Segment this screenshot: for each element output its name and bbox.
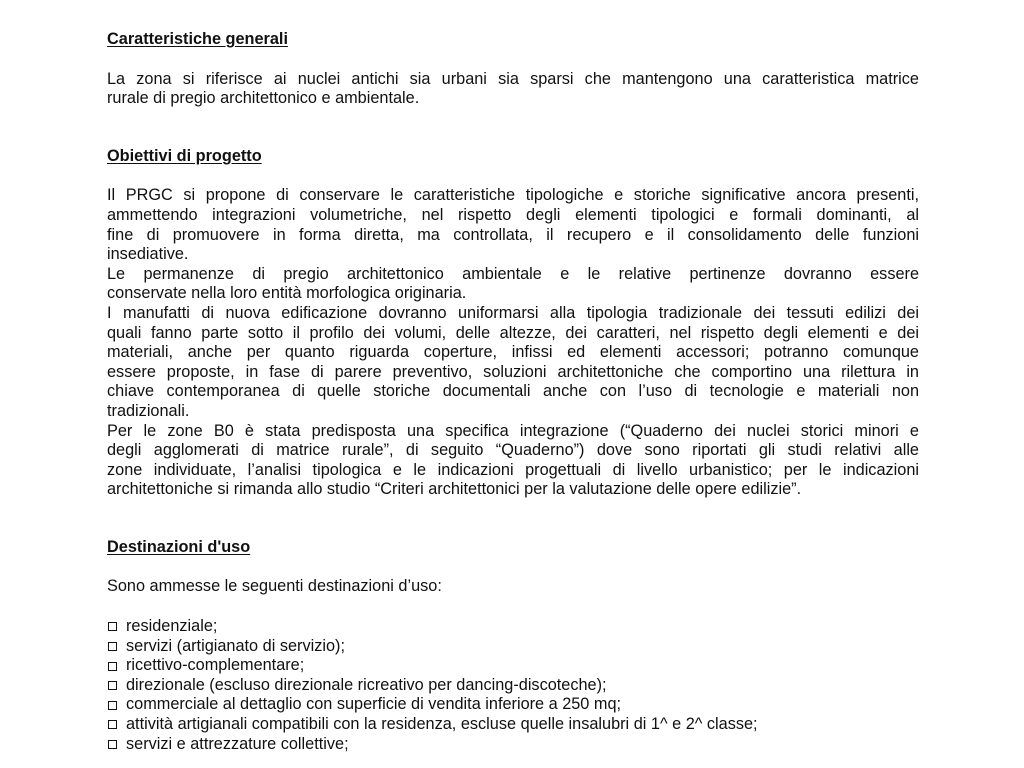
destinazioni-list [107,617,919,754]
text-line: degli agglomerati di matrice rurale”, di seguito “Quaderno”) dove sono riportati gli studi relativi alle [107,441,919,460]
text-line: quali fanno parte sotto il profilo dei volumi, delle altezze, dei caratteri, nel rispetto degli elementi e dei [107,323,919,342]
text-line: conservate nella loro entità morfologica originaria. [107,284,467,303]
paragraph-obiettivi [107,186,919,500]
heading-caratteristiche-generali: Caratteristiche generali [107,30,288,48]
text-line: La zona si riferisce ai nuclei antichi sia urbani sia sparsi che mantengono una caratteristica matrice [107,69,919,88]
text-line: fine di promuovere in forma diretta, ma controllata, il recupero e il consolidamento delle funzioni [107,225,919,244]
list-item-label: commerciale al dettaglio con superficie di vendita inferiore a 250 mq; [126,695,622,714]
list-item [107,676,919,696]
list-item-label: attività artigianali compatibili con la residenza, escluse quelle insalubri di 1^ e 2^ classe; [126,715,758,734]
list-item-label: servizi e attrezzature collettive; [126,734,349,753]
text-line: Le permanenze di pregio architettonico ambientale e le relative pertinenze dovranno essere [107,264,919,283]
text-line: zone individuate, l’analisi tipologica e le indicazioni progettuali di livello urbanistico; per le indicazioni [107,460,919,479]
heading-obiettivi-di-progetto: Obiettivi di progetto [107,146,262,165]
text-line: rurale di pregio architettonico e ambientale. [107,89,420,108]
list-item-label: direzionale (escluso direzionale ricreativo per dancing-discoteche); [126,675,607,694]
paragraph-caratteristiche [107,70,919,109]
list-item-label: servizi (artigianato di servizio); [126,636,345,655]
list-item-label: residenziale; [126,617,218,636]
checkbox-bullet-icon [108,622,117,631]
text-line: tradizionali. [107,401,190,420]
checkbox-bullet-icon [108,681,117,690]
text-line: Per le zone B0 è stata predisposta una specifica integrazione (“Quaderno dei nuclei storici minori e [107,421,919,440]
list-item [107,715,919,735]
text-line: chiave contemporanea di quelle storiche documentali anche con l’uso di tecnologie e materiali non [107,382,919,401]
text-line: materiali, anche per quanto riguarda coperture, infissi ed elementi accessori; potranno comunque [107,343,919,362]
checkbox-bullet-icon [108,701,117,710]
text-line: insediative. [107,245,189,264]
text-line: architettoniche si rimanda allo studio “Criteri architettonici per la valutazione delle opere edilizie”. [107,480,802,499]
text-line: ammettendo integrazioni volumetriche, nel rispetto degli elementi tipologici e formali dominanti, al [107,205,919,224]
document-page [107,30,919,754]
checkbox-bullet-icon [108,662,117,671]
text-line: I manufatti di nuova edificazione dovranno uniformarsi alla tipologia tradizionale dei tessuti edilizi dei [107,303,919,322]
paragraph-destinazioni-intro: Sono ammesse le seguenti destinazioni d’uso: [107,577,442,596]
list-item [107,617,919,637]
checkbox-bullet-icon [108,740,117,749]
text-line: essere proposte, in fase di parere preventivo, soluzioni architettoniche che comportino una rilettura in [107,362,919,381]
checkbox-bullet-icon [108,642,117,651]
list-item [107,735,919,755]
heading-destinazioni-duso: Destinazioni d'uso [107,537,251,556]
list-item [107,695,919,715]
list-item-label: ricettivo-complementare; [126,656,305,675]
checkbox-bullet-icon [108,720,117,729]
list-item [107,656,919,676]
text-line: Il PRGC si propone di conservare le caratteristiche tipologiche e storiche significative ancora presenti, [107,186,919,205]
list-item [107,637,919,657]
